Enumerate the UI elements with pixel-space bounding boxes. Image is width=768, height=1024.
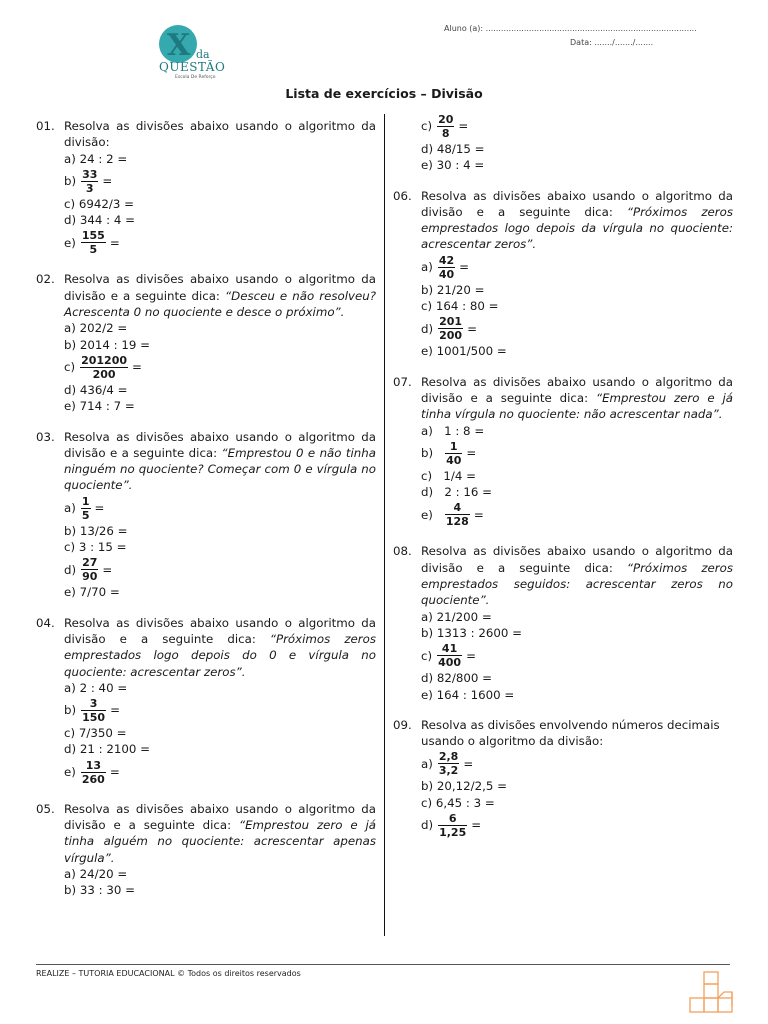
fraction: $\frac{42}{40}$ xyxy=(438,253,455,281)
fraction: $\frac{1}{40}$ xyxy=(446,439,462,467)
fraction: $\frac{33}{3}$ xyxy=(82,167,98,195)
question-02: 02. Resolva as divisões abaixo usando o algoritmo da divisão e a seguinte dica: “Desceu e não resolveu? Acrescenta 0 no quociente e desce o próximo”. a) 202/2 = b) 2014 : 19 = c) $\frac{201200}{200}$ = d) 436/4 = e) 714 : 7 = xyxy=(36,272,377,414)
fraction: $\frac{201200}{200}$ xyxy=(81,353,128,381)
fraction: $\frac{13}{260}$ xyxy=(81,758,105,786)
fraction: $\frac{155}{5}$ xyxy=(81,229,105,257)
question-03: 03. Resolva as divisões abaixo usando o algoritmo da divisão e a seguinte dica: “Emprestou 0 e não tinha ninguém no quociente? Começar com 0 e vírgula no quociente”. a) $\frac{1}{5}$ = b) 13/26 = c) 3 : 15 = d) $\frac{27}{90}$ = e) 7/70 = xyxy=(36,429,376,600)
question-08: 08. Resolva as divisões abaixo usando o algoritmo da divisão e a seguinte dica: “Próximos zeros emprestados seguidos: acrescentar zeros no quociente”. a) 21/200 = b) 1313 : 2600 = c) $\frac{41}{400}$ = d) 82/800 = e) 164 : 1600 = xyxy=(393,544,733,702)
fraction: $\frac{6}{1,25}$ xyxy=(439,812,467,840)
logo-small: da xyxy=(196,48,210,61)
question-04: 04. Resolva as divisões abaixo usando o algoritmo da divisão e a seguinte dica: “Próximos zeros emprestados logo depois do 0 e vírgula no quociente: acrescentar zeros”. a) 2 : 40 = b) $\frac{3}{150}$ = c) 7/350 = d) 21 : 2100 = e) $\frac{13}{260}$ = xyxy=(36,615,376,786)
question-09: 09. Resolva as divisões envolvendo números decimais usando o algoritmo da divisão: a) $\frac{2,8}{3,2}$ = b) 20,12/2,5 = c) 6,45 : 3 = d) $\frac{6}{1,25}$ = xyxy=(393,717,720,840)
fraction: $\frac{4}{128}$ xyxy=(445,501,469,529)
question-06: 06. Resolva as divisões abaixo usando o algoritmo da divisão e a seguinte dica: “Próximos zeros emprestados logo depois da vírgula no quociente: acrescentar zeros”. a) $\frac{42}{40}$ = b) 21/20 = c) 164 : 80 = d) $\frac{201}{200}$ = e) 1001/500 = xyxy=(393,188,733,359)
header-fields xyxy=(444,24,697,52)
logo-subtitle: Escola De Reforço xyxy=(175,75,216,80)
left-column xyxy=(36,118,376,913)
question-07: 07. Resolva as divisões abaixo usando o algoritmo da divisão e a seguinte dica: “Emprestou zero e já tinha vírgula no quociente: não acrescentar nada”. a) 1 : 8 = b) $\frac{1}{40}$ = c) 1/4 = d) 2 : 16 = e) $\frac{4}{128}$ = xyxy=(393,374,734,529)
fraction: $\frac{20}{8}$ xyxy=(438,113,454,140)
page-title: Lista de exercícios – Divisão xyxy=(285,86,483,101)
date-field[interactable]: Data: ......./......./....... xyxy=(570,38,654,47)
question-05: 05. Resolva as divisões abaixo usando o algoritmo da divisão e a seguinte dica: “Emprestou zero e já tinha alguém no quociente: acrescentar apenas vírgula”. a) 24/20 = b) 33 : 30 = xyxy=(36,801,377,898)
cubes-icon xyxy=(686,970,736,1016)
column-divider xyxy=(384,114,385,936)
footer-divider xyxy=(36,964,730,965)
logo xyxy=(150,22,260,82)
fraction: $\frac{201}{200}$ xyxy=(439,315,463,343)
fraction: $\frac{41}{400}$ xyxy=(438,642,462,670)
logo-big-letter: X xyxy=(167,28,191,63)
fraction: $\frac{1}{5}$ xyxy=(81,494,90,522)
fraction: $\frac{2,8}{3,2}$ xyxy=(438,750,459,778)
fraction: $\frac{3}{150}$ xyxy=(82,697,106,725)
logo-word: QUESTÃO xyxy=(159,60,226,74)
student-field[interactable]: Aluno (a): ................................................................................... xyxy=(444,24,697,33)
question-05-continued: c) $\frac{20}{8}$ = d) 48/15 = e) 30 : 4 = xyxy=(421,113,485,173)
footer-text: REALIZE – TUTORIA EDUCACIONAL © Todos os direitos reservados xyxy=(36,969,301,978)
question-01: 01. Resolva as divisões abaixo usando o algoritmo da divisão: a) 24 : 2 = b) $\frac{33}{3}$ = c) 6942/3 = d) 344 : 4 = e) $\frac{155}{5}$ = xyxy=(36,119,376,257)
fraction: $\frac{27}{90}$ xyxy=(82,556,98,584)
right-column xyxy=(393,112,733,854)
